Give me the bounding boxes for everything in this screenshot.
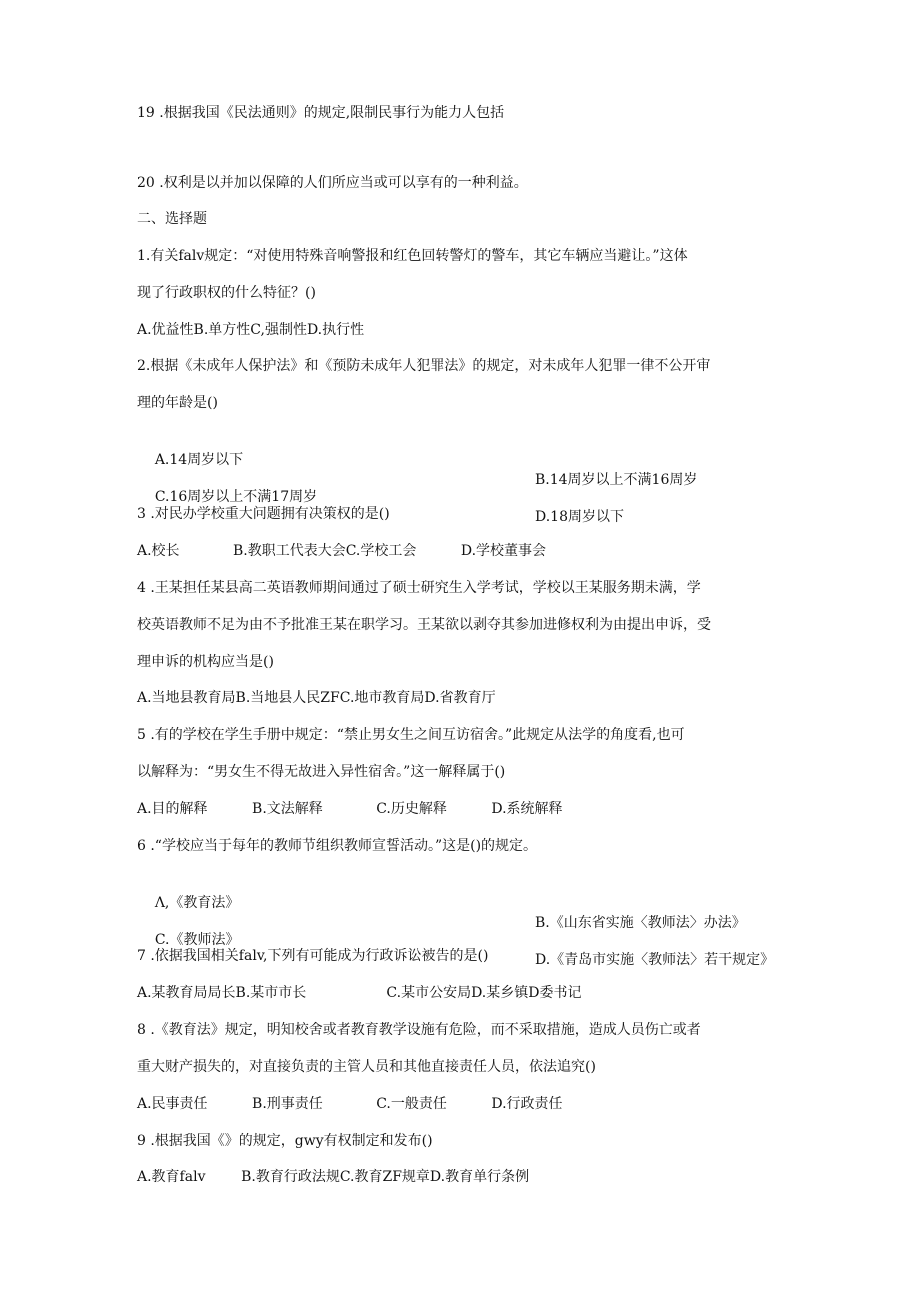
question-3-options: A.校长 B.教职工代表大会C.学校工会 D.学校董事会 (137, 543, 547, 559)
option-b: B.14周岁以上不满16周岁 (535, 472, 698, 488)
question-8-line-2: 重大财产损失的，对直接负责的主管人员和其他直接责任人员，依法追究() (137, 1059, 596, 1075)
question-8-line-1: 8 .《教育法》规定，明知校舍或者教育教学设施有危险，而不采取措施，造成人员伤亡或者 (137, 1022, 701, 1038)
question-19: 19 .根据我国《民法通则》的规定,限制民事行为能力人包括 (137, 105, 505, 121)
question-6: 6 .“学校应当于每年的教师节组织教师宣誓活动。”这是()的规定。 (137, 838, 538, 854)
question-7: 7 .依据我国相关falv,下列有可能成为行政诉讼被告的是() (137, 948, 489, 964)
question-1-line-2: 现了行政职权的什么特征？() (137, 285, 316, 301)
question-1-line-1: 1.有关falv规定：“对使用特殊音响警报和红色回转警灯的警车，其它车辆应当避让。”这体 (137, 248, 688, 264)
question-5-line-2: 以解释为：“男女生不得无故进入异性宿舍。”这一解释属于() (137, 764, 506, 780)
section-heading: 二、选择题 (137, 211, 207, 227)
option-c: C.《教师法》 (154, 932, 240, 948)
question-5-options: A.目的解释 B.文法解释 C.历史解释 D.系统解释 (137, 801, 563, 817)
option-c: C.16周岁以上不满17周岁 (154, 489, 318, 505)
option-b: B.《山东省实施〈教师法〉办法》 (535, 915, 746, 931)
option-d: D.18周岁以下 (535, 509, 624, 525)
question-8-options: A.民事责任 B.刑事责任 C.一般责任 D.行政责任 (137, 1096, 563, 1112)
question-1-options: A.优益性B.单方性C,强制性D.执行性 (137, 322, 365, 338)
question-4-line-2: 校英语教师不足为由不予批准王某在职学习。王某欲以剥夺其参加进修权利为由提出申诉，受 (137, 617, 711, 633)
question-4-line-3: 理申诉的机构应当是() (137, 654, 274, 670)
question-3: 3 .对民办学校重大问题拥有决策权的是() (137, 506, 390, 522)
question-20: 20 .权利是以并加以保障的人们所应当或可以享有的一种利益。 (137, 175, 528, 191)
question-2-line-1: 2.根据《未成年人保护法》和《预防未成年人犯罪法》的规定，对未成年人犯罪一律不公开审 (137, 358, 711, 374)
option-d: D.《青岛市实施〈教师法〉若干规定》 (535, 952, 775, 968)
question-4-options: A.当地县教育局B.当地县人民ZFC.地市教育局D.省教育厅 (137, 690, 496, 706)
question-2-line-2: 理的年龄是() (137, 395, 218, 411)
question-9-options: A.教育falv B.教育行政法规C.教育ZF规章D.教育单行条例 (137, 1169, 530, 1185)
question-5-line-1: 5 .有的学校在学生手册中规定：“禁止男女生之间互访宿舍。”此规定从法学的角度看,也可 (137, 727, 685, 743)
option-a: Λ,《教育法》 (154, 895, 240, 911)
question-7-options: A.某教育局局长B.某市市长 C.某市公安局D.某乡镇D委书记 (137, 985, 582, 1001)
option-a: A.14周岁以下 (154, 452, 244, 468)
question-9: 9 .根据我国《》的规定，gwy有权制定和发布() (137, 1133, 433, 1149)
question-4-line-1: 4 .王某担任某县高二英语教师期间通过了硕士研究生入学考试，学校以王某服务期未满，学 (137, 580, 701, 596)
